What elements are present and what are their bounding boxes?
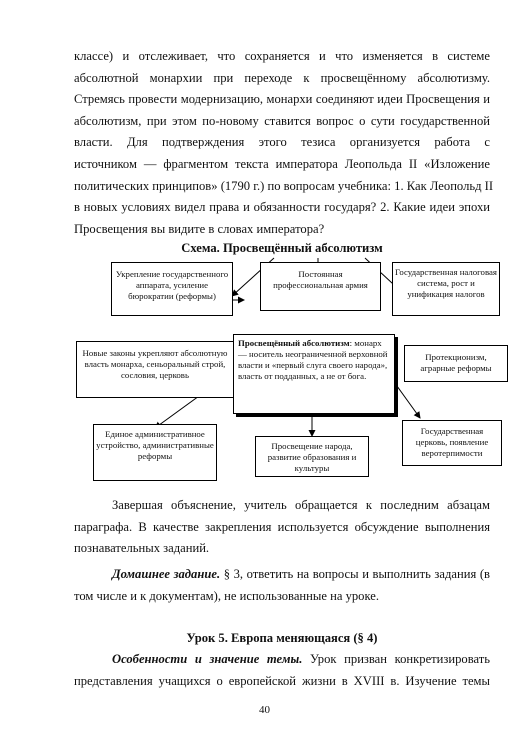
- lesson-paragraph: [74, 649, 490, 692]
- conclusion-paragraph: [74, 495, 490, 560]
- page-number: 40: [259, 704, 270, 716]
- box-bot-left: Единое административное устройство, административные реформы: [93, 424, 217, 481]
- text-line: Стремясь провести модернизацию, монархи соединяют идеи Просвещения и: [74, 92, 490, 107]
- text-line: Завершая объяснение, учитель обращается к последним абзацам: [112, 498, 490, 512]
- box-top-right: Государственная налоговая система, рост и унификация налогов: [392, 262, 500, 316]
- lesson-text: Урок призван конкретизировать: [310, 652, 491, 666]
- box-bot-right: Государственная церковь, появление веротерпимости: [402, 420, 502, 466]
- homework-paragraph: [74, 564, 490, 607]
- text-line: [74, 649, 490, 671]
- text-line: классе) и отслеживает, что сохраняется и что изменяется в системе: [74, 49, 490, 63]
- text-line: источником — фрагментом текста императора Леопольда II «Изложение: [74, 156, 490, 171]
- text-line: Просвещения вы видите в словах императора?: [74, 221, 325, 236]
- homework-label: Домашнее задание.: [112, 567, 221, 581]
- text-line: абсолютизм, при этом по-новому ставится вопрос о сути государственной: [74, 113, 490, 128]
- box-mid-left: Новые законы укрепляют абсолютную власть монарха, сеньоральный строй, сословия, церковь: [76, 341, 234, 398]
- scheme-title: Схема. Просвещённый абсолютизм: [181, 241, 383, 255]
- center-box-text: монарх — носитель неограниченной верховной власти и «первый слуга своего народа», власть от подданных, а не от бога.: [238, 338, 388, 381]
- text-line: познавательных заданий.: [74, 541, 210, 556]
- lesson-heading: Урок 5. Европа меняющаяся (§ 4): [186, 631, 378, 645]
- box-mid-right: Протекционизм, аграрные реформы: [404, 345, 508, 382]
- text-line: том числе и к документам), не использованные на уроке.: [74, 588, 379, 603]
- text-line: политических принципов» (1790 г.) по вопросам учебника: 1. Как Леопольд II: [74, 178, 494, 193]
- center-box: Просвещённый абсолютизм: монарх — носитель неограниченной верховной власти и «первый слуга своего народа», власть от подданных, а не от бога.: [233, 334, 395, 414]
- lesson-label: Особенности и значение темы.: [112, 652, 303, 666]
- text-line: представления учащихся о европейской жизни в XVIII в. Изучение темы: [74, 673, 490, 688]
- text-line: власти. Для подтверждения этого тезиса организуется работа с: [74, 135, 490, 150]
- box-top-center: Постоянная профессиональная армия: [260, 262, 381, 311]
- homework-text: § 3, ответить на вопросы и выполнить задания (в: [223, 567, 490, 581]
- box-top-left: Укрепление государственного аппарата, усиление бюрократии (реформы): [111, 262, 233, 316]
- text-line: в новых условиях видел права и обязанности государя? 2. Какие идеи эпохи: [74, 200, 490, 215]
- text-line: параграфа. В качестве закрепления используется обсуждение выполнения: [74, 519, 490, 534]
- center-box-title: Просвещённый абсолютизм: [238, 338, 350, 348]
- text-line: абсолютной монархии при переходе к просвещённому абсолютизму.: [74, 70, 490, 85]
- text-line: [74, 564, 490, 586]
- box-bot-center: Просвещение народа, развитие образования и культуры: [255, 436, 369, 477]
